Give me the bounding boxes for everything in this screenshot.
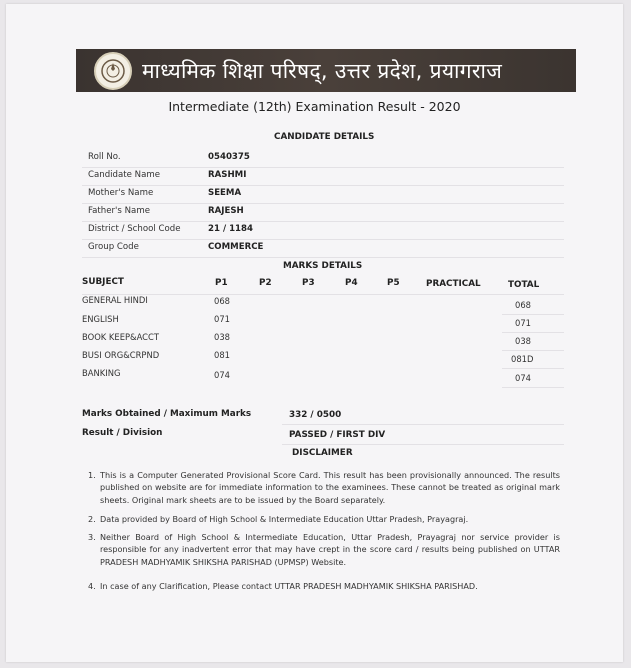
- subject-name: GENERAL HINDI: [82, 295, 148, 305]
- disclaimer-item: [88, 469, 560, 506]
- field-label: Father's Name: [88, 206, 150, 216]
- disclaimer-text: In case of any Clarification, Please contact UTTAR PRADESH MADHYAMIK SHIKSHA PARISHAD.: [100, 581, 478, 591]
- subject-p1: 038: [214, 332, 230, 342]
- subject-name: BANKING: [82, 368, 121, 378]
- col-p5: P5: [387, 278, 400, 288]
- board-name: माध्यमिक शिक्षा परिषद्, उत्तर प्रदेश, प्रयागराज: [142, 58, 503, 83]
- disclaimer-number: 4.: [88, 581, 96, 591]
- divider: [502, 387, 564, 388]
- field-value: SEEMA: [208, 188, 242, 198]
- subject-name: BOOK KEEP&ACCT: [82, 332, 159, 342]
- divider: [502, 332, 564, 333]
- subject-total: 068: [515, 300, 531, 310]
- field-row: [82, 149, 564, 168]
- result-label: Result / Division: [82, 428, 163, 438]
- subject-p1: 071: [214, 314, 230, 324]
- divider: [82, 294, 564, 295]
- subject-name: BUSI ORG&CRPND: [82, 350, 160, 360]
- col-p2: P2: [259, 278, 272, 288]
- col-subject: SUBJECT: [82, 277, 124, 287]
- candidate-details-heading: CANDIDATE DETAILS: [274, 132, 375, 142]
- field-label: District / School Code: [88, 224, 181, 234]
- divider: [282, 444, 564, 445]
- marks-details-heading: MARKS DETAILS: [283, 261, 363, 271]
- field-row: [82, 167, 564, 186]
- field-label: Group Code: [88, 242, 139, 252]
- disclaimer-item: [88, 513, 560, 525]
- field-label: Roll No.: [88, 152, 121, 162]
- field-value: RASHMI: [208, 170, 247, 180]
- disclaimer-item: [88, 531, 560, 568]
- disclaimer-text: Neither Board of High School & Intermediate Education, Uttar Pradesh, Prayagraj nor service provider is responsible for any inadvertent error that may have crept in the score card / results being published on UTTAR PRADESH MADHYAMIK SHIKSHA PARISHAD (UPMSP) Website.: [100, 532, 560, 567]
- disclaimer-text: Data provided by Board of High School & Intermediate Education Uttar Pradesh, Prayagraj.: [100, 514, 469, 524]
- disclaimer-number: 3.: [88, 532, 96, 542]
- col-practical: PRACTICAL: [426, 279, 481, 289]
- field-value: 0540375: [208, 152, 250, 162]
- col-p3: P3: [302, 278, 315, 288]
- subject-total: 071: [515, 318, 531, 328]
- field-value: 21 / 1184: [208, 224, 253, 234]
- subject-p1: 068: [214, 296, 230, 306]
- score-card-page: [6, 4, 623, 662]
- disclaimer-number: 1.: [88, 470, 96, 480]
- field-row: [82, 185, 564, 204]
- marks-obtained-value: 332 / 0500: [289, 410, 342, 420]
- col-p4: P4: [345, 278, 358, 288]
- divider: [502, 368, 564, 369]
- disclaimer-heading: DISCLAIMER: [292, 448, 353, 458]
- emblem-icon: [100, 58, 126, 84]
- divider: [502, 314, 564, 315]
- marks-obtained-label: Marks Obtained / Maximum Marks: [82, 409, 252, 419]
- col-p1: P1: [215, 278, 228, 288]
- field-row: [82, 221, 564, 240]
- field-row: [82, 203, 564, 222]
- field-value: COMMERCE: [208, 242, 264, 252]
- subject-name: ENGLISH: [82, 314, 119, 324]
- subject-total: 074: [515, 373, 531, 383]
- subject-p1: 074: [214, 370, 230, 380]
- disclaimer-text: This is a Computer Generated Provisional Score Card. This result has been provisionally announced. The results published on website are for immediate information to the examinees. These cannot be treated as original mark sheets. Original mark sheets are to be issued by the Board separately.: [100, 470, 560, 505]
- field-row: [82, 239, 564, 258]
- board-seal-logo: [94, 52, 132, 90]
- field-value: RAJESH: [208, 206, 244, 216]
- subject-p1: 081: [214, 350, 230, 360]
- field-label: Candidate Name: [88, 170, 161, 180]
- col-total: TOTAL: [508, 280, 540, 290]
- result-value: PASSED / FIRST DIV: [289, 430, 386, 440]
- divider: [502, 350, 564, 351]
- board-banner: [76, 49, 576, 92]
- subject-total: 038: [515, 336, 531, 346]
- disclaimer-item: [88, 580, 560, 592]
- exam-title: Intermediate (12th) Examination Result - 2020: [168, 99, 461, 114]
- field-label: Mother's Name: [88, 188, 154, 198]
- divider: [282, 424, 564, 425]
- subject-total: 081D: [511, 354, 534, 364]
- disclaimer-number: 2.: [88, 514, 96, 524]
